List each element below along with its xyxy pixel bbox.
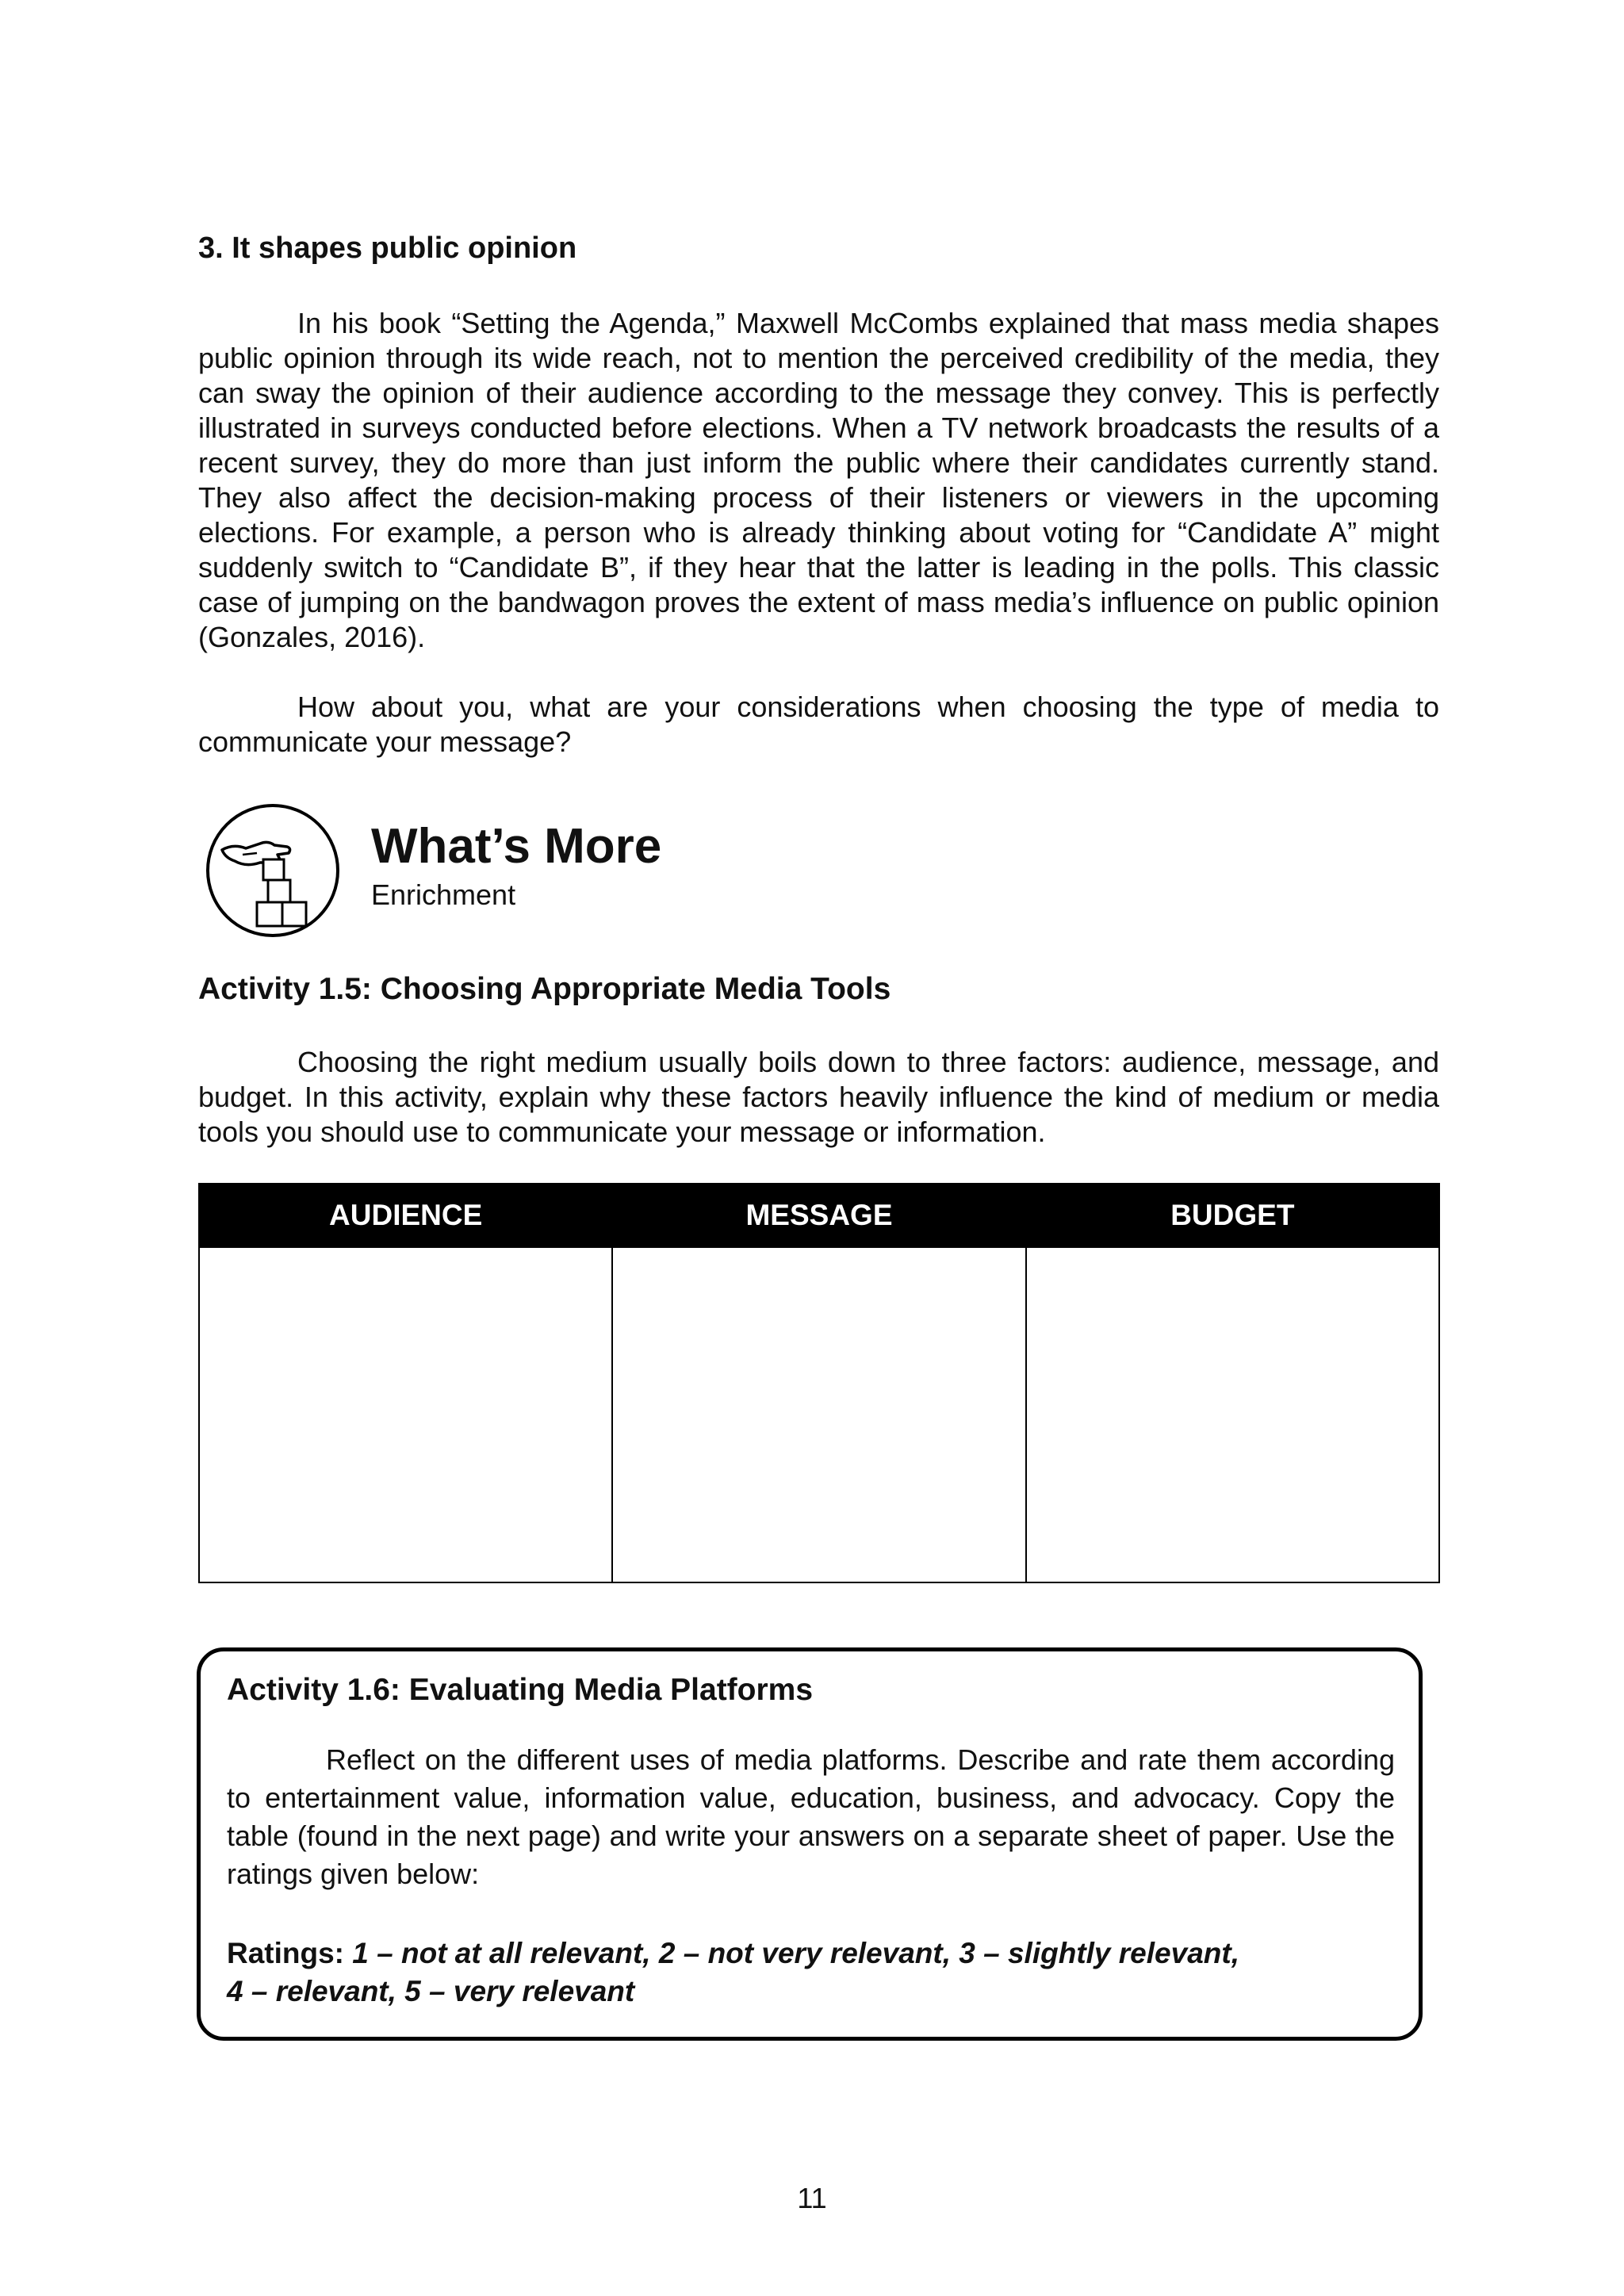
- activity-1-6-paragraph: [227, 1741, 1395, 1893]
- page-number: 11: [797, 2182, 827, 2214]
- factors-table-answer-row: [199, 1247, 1439, 1582]
- hand-stacking-blocks-icon: [205, 802, 341, 939]
- section-heading: 3. It shapes public opinion: [198, 232, 577, 265]
- budget-answer-cell: [1026, 1247, 1439, 1582]
- section-paragraph-2: [198, 690, 1439, 760]
- whats-more-subtitle: Enrichment: [371, 878, 516, 911]
- activity-1-5-paragraph: [198, 1045, 1439, 1150]
- ratings-legend: [227, 1934, 1416, 2011]
- activity-1-6-title: Activity 1.6: Evaluating Media Platforms: [227, 1673, 814, 1707]
- ratings-values-line-2: 4 – relevant, 5 – very relevant: [227, 1975, 635, 2007]
- ratings-label: Ratings:: [227, 1937, 344, 1969]
- whats-more-title: What’s More: [371, 819, 662, 874]
- activity-1-5-title: Activity 1.5: Choosing Appropriate Media Tools: [198, 972, 891, 1006]
- ratings-values-line-1: 1 – not at all relevant, 2 – not very relevant, 3 – slightly relevant,: [352, 1937, 1239, 1969]
- audience-answer-cell: [199, 1247, 612, 1582]
- factors-table-header-row: [199, 1184, 1439, 1247]
- header-audience: AUDIENCE: [199, 1184, 612, 1247]
- factors-table: [198, 1183, 1440, 1583]
- section-paragraph-1: [198, 306, 1439, 655]
- activity-1-5-paragraph-text: Choosing the right medium usually boils down to three factors: audience, message, and budget. In this activity, explain why these factors heavily influence the kind of medium or media tools you should use to communicate your message or information.: [198, 1046, 1439, 1148]
- header-budget: BUDGET: [1026, 1184, 1439, 1247]
- header-message: MESSAGE: [612, 1184, 1025, 1247]
- section-paragraph-1-text: In his book “Setting the Agenda,” Maxwell McCombs explained that mass media shapes public opinion through its wide reach, not to mention the perceived credibility of the media, they can sway the opinion of their audience according to the message they convey. This is perfectly illustrated in surveys conducted before elections. When a TV network broadcasts the results of a recent survey, they do more than just inform the public where their candidates currently stand. They also affect the decision-making process of their listeners or viewers in the upcoming elections. For example, a person who is already thinking about voting for “Candidate A” might suddenly switch to “Candidate B”, if they hear that the latter is leading in the polls. This classic case of jumping on the bandwagon proves the extent of mass media’s influence on public opinion (Gonzales, 2016).: [198, 307, 1439, 653]
- activity-1-6-paragraph-text: Reflect on the different uses of media platforms. Describe and rate them according to entertainment value, information value, education, business, and advocacy. Copy the table (found in the next page) and write your answers on a separate sheet of paper. Use the ratings given below:: [227, 1743, 1395, 1890]
- section-paragraph-2-text: How about you, what are your considerations when choosing the type of media to communicate your message?: [198, 691, 1439, 758]
- message-answer-cell: [612, 1247, 1025, 1582]
